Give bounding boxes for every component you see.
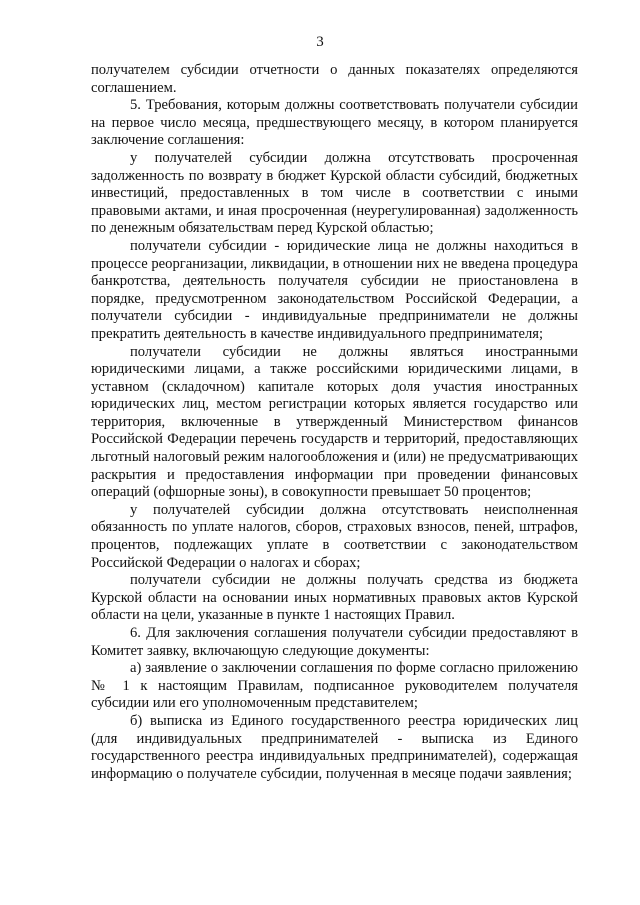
document-body	[91, 62, 578, 783]
paragraph-reporting-continuation: получателем субсидии отчетности о данных показателях определяются соглашением.	[91, 62, 578, 96]
paragraph-item-a-statement: а) заявление о заключении соглашения по форме согласно приложению № 1 к настоящим Правилам, подписанное руководителем получателя субсидии или его уполномоченным представителем;	[91, 660, 578, 712]
paragraph-no-other-funding: получатели субсидии не должны получать средства из бюджета Курской области на основании иных нормативных правовых актов Курской области на цели, указанные в пункте 1 настоящих Правил.	[91, 572, 578, 624]
paragraph-item-6-application: 6. Для заключения соглашения получатели субсидии предоставляют в Комитет заявку, включающую следующие документы:	[91, 625, 578, 659]
paragraph-no-foreign-entities: получатели субсидии не должны являться иностранными юридическими лицами, а также российскими юридическими лицами, в уставном (складочном) капитале которых доля участия иностранных юридических лиц, местом регистрации которых является государство или территория, включенные в утвержденный Министерством финансов Российской Федерации перечень государств и территорий, предоставляющих льготный налоговый режим налогообложения и (или) не предусматривающих раскрытия и предоставления информации при проведении финансовых операций (офшорные зоны), в совокупности превышает 50 процентов;	[91, 343, 578, 501]
paragraph-no-tax-arrears: у получателей субсидии должна отсутствовать неисполненная обязанность по уплате налогов, сборов, страховых взносов, пеней, штрафов, процентов, подлежащих уплате в соответствии с законодательством Российской Федерации о налогах и сборах;	[91, 501, 578, 571]
paragraph-no-overdue-debt: у получателей субсидии должна отсутствовать просроченная задолженность по возврату в бюджет Курской области субсидий, бюджетных инвестиций, предоставленных в том числе в соответствии с иными правовыми актами, и иная просроченная (неурегулированная) задолженность по денежным обязательствам перед Курской областью;	[91, 149, 578, 237]
page-number: 3	[316, 34, 324, 50]
paragraph-item-b-registry-extract: б) выписка из Единого государственного реестра юридических лиц (для индивидуальных предпринимателей - выписка из Единого государственного реестра индивидуальных предпринимателей), содержащая информацию о получателе субсидии, полученная в месяце подачи заявления;	[91, 712, 578, 782]
paragraph-item-5-requirements: 5. Требования, которым должны соответствовать получатели субсидии на первое число месяца, предшествующего месяцу, в котором планируется заключение соглашения:	[91, 97, 578, 149]
paragraph-no-reorganization: получатели субсидии - юридические лица не должны находиться в процессе реорганизации, ликвидации, в отношении них не введена процедура банкротства, деятельность получателя субсидии не приостановлена в порядке, предусмотренном законодательством Российской Федерации, а получатели субсидии - индивидуальные предприниматели не должны прекратить деятельность в качестве индивидуального предпринимателя;	[91, 237, 578, 342]
